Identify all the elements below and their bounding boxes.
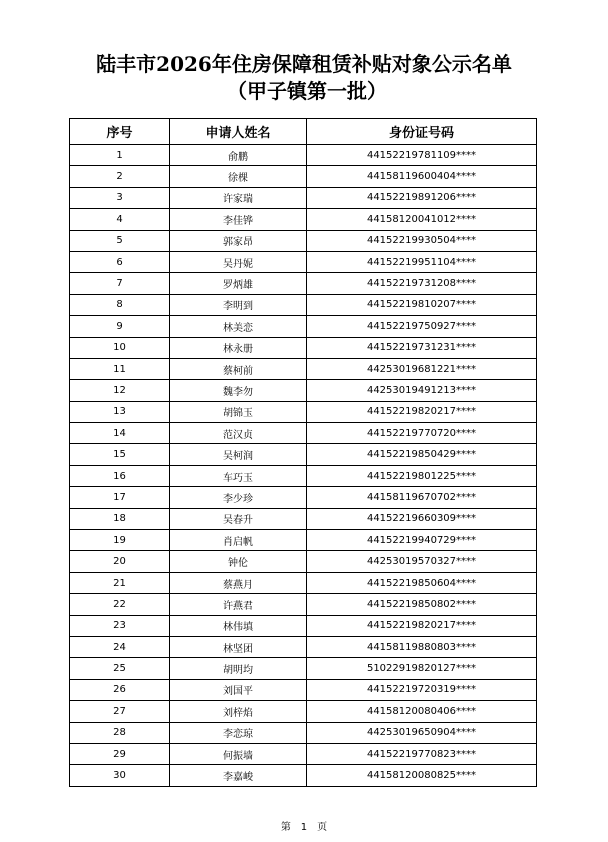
id-number-cell: 44152219801225**** [307, 465, 537, 486]
id-number-cell: 44158119670702**** [307, 487, 537, 508]
row-number-cell: 29 [70, 743, 170, 764]
page-number: 第 1 页 [280, 822, 328, 833]
row-number-cell: 9 [70, 316, 170, 337]
table-row [70, 166, 537, 187]
row-number-cell: 18 [70, 508, 170, 529]
row-number-cell: 24 [70, 636, 170, 657]
applicant-name-cell: 肖启帆 [170, 530, 307, 551]
table-row [70, 722, 537, 743]
row-number-cell: 7 [70, 273, 170, 294]
table-row [70, 251, 537, 272]
document-title [0, 50, 608, 104]
title-main: 陆丰市2026年住房保障租赁补贴对象公示名单 [96, 52, 512, 76]
column-header-id: 身份证号码 [307, 119, 537, 145]
applicant-name-cell: 李佳铧 [170, 209, 307, 230]
table-row [70, 316, 537, 337]
id-number-cell: 44152219850429**** [307, 444, 537, 465]
column-header-name: 申请人姓名 [170, 119, 307, 145]
applicant-name-cell: 刘国平 [170, 679, 307, 700]
table-header-row [70, 119, 537, 145]
id-number-cell: 44152219720319**** [307, 679, 537, 700]
recipient-table [69, 118, 537, 787]
applicant-name-cell: 吴柯润 [170, 444, 307, 465]
applicant-name-cell: 何振墙 [170, 743, 307, 764]
applicant-name-cell: 蔡燕月 [170, 572, 307, 593]
row-number-cell: 8 [70, 294, 170, 315]
applicant-name-cell: 徐棵 [170, 166, 307, 187]
table-row [70, 551, 537, 572]
row-number-cell: 28 [70, 722, 170, 743]
row-number-cell: 25 [70, 658, 170, 679]
id-number-cell: 44152219810207**** [307, 294, 537, 315]
applicant-name-cell: 罗炳雄 [170, 273, 307, 294]
id-number-cell: 44152219850604**** [307, 572, 537, 593]
applicant-name-cell: 李少珍 [170, 487, 307, 508]
applicant-name-cell: 林伟填 [170, 615, 307, 636]
row-number-cell: 5 [70, 230, 170, 251]
table-row [70, 615, 537, 636]
table-row [70, 679, 537, 700]
row-number-cell: 19 [70, 530, 170, 551]
id-number-cell: 44158120080825**** [307, 765, 537, 786]
row-number-cell: 3 [70, 187, 170, 208]
table-row [70, 743, 537, 764]
applicant-name-cell: 胡锦玉 [170, 401, 307, 422]
applicant-name-cell: 林永册 [170, 337, 307, 358]
table-row [70, 187, 537, 208]
table-row [70, 230, 537, 251]
table-row [70, 423, 537, 444]
applicant-name-cell: 魏李勿 [170, 380, 307, 401]
row-number-cell: 16 [70, 465, 170, 486]
row-number-cell: 27 [70, 701, 170, 722]
row-number-cell: 6 [70, 251, 170, 272]
applicant-name-cell: 范汉贞 [170, 423, 307, 444]
table-row [70, 273, 537, 294]
id-number-cell: 44152219940729**** [307, 530, 537, 551]
id-number-cell: 44152219820217**** [307, 401, 537, 422]
table-row [70, 487, 537, 508]
table-row [70, 358, 537, 379]
id-number-cell: 51022919820127**** [307, 658, 537, 679]
applicant-name-cell: 李嘉峻 [170, 765, 307, 786]
applicant-name-cell: 刘梓焰 [170, 701, 307, 722]
id-number-cell: 44152219750927**** [307, 316, 537, 337]
applicant-name-cell: 吴春升 [170, 508, 307, 529]
table-row [70, 294, 537, 315]
applicant-name-cell: 俞鹏 [170, 145, 307, 166]
id-number-cell: 44158119880803**** [307, 636, 537, 657]
id-number-cell: 44152219731231**** [307, 337, 537, 358]
applicant-name-cell: 林美恋 [170, 316, 307, 337]
applicant-name-cell: 李恋琼 [170, 722, 307, 743]
table-row [70, 765, 537, 786]
row-number-cell: 1 [70, 145, 170, 166]
row-number-cell: 10 [70, 337, 170, 358]
row-number-cell: 11 [70, 358, 170, 379]
id-number-cell: 44152219891206**** [307, 187, 537, 208]
table-row [70, 508, 537, 529]
table-row [70, 337, 537, 358]
row-number-cell: 26 [70, 679, 170, 700]
id-number-cell: 44152219731208**** [307, 273, 537, 294]
id-number-cell: 44152219660309**** [307, 508, 537, 529]
id-number-cell: 44152219770823**** [307, 743, 537, 764]
table-row [70, 658, 537, 679]
table-row [70, 465, 537, 486]
id-number-cell: 44152219781109**** [307, 145, 537, 166]
title-subtitle: （甲子镇第一批） [227, 79, 387, 103]
applicant-name-cell: 吴丹妮 [170, 251, 307, 272]
table-row [70, 401, 537, 422]
table-body [70, 145, 537, 787]
row-number-cell: 22 [70, 594, 170, 615]
applicant-name-cell: 郭家昂 [170, 230, 307, 251]
id-number-cell: 44253019681221**** [307, 358, 537, 379]
applicant-name-cell: 林坚团 [170, 636, 307, 657]
row-number-cell: 4 [70, 209, 170, 230]
row-number-cell: 12 [70, 380, 170, 401]
id-number-cell: 44152219770720**** [307, 423, 537, 444]
applicant-name-cell: 钟伦 [170, 551, 307, 572]
row-number-cell: 17 [70, 487, 170, 508]
id-number-cell: 44152219850802**** [307, 594, 537, 615]
row-number-cell: 14 [70, 423, 170, 444]
id-number-cell: 44253019491213**** [307, 380, 537, 401]
id-number-cell: 44152219951104**** [307, 251, 537, 272]
table-row [70, 530, 537, 551]
table-row [70, 572, 537, 593]
id-number-cell: 44152219930504**** [307, 230, 537, 251]
row-number-cell: 15 [70, 444, 170, 465]
applicant-name-cell: 许燕君 [170, 594, 307, 615]
applicant-name-cell: 车巧玉 [170, 465, 307, 486]
table-row [70, 444, 537, 465]
row-number-cell: 2 [70, 166, 170, 187]
column-header-no: 序号 [70, 119, 170, 145]
id-number-cell: 44158120041012**** [307, 209, 537, 230]
table-row [70, 209, 537, 230]
applicant-name-cell: 蔡柯前 [170, 358, 307, 379]
row-number-cell: 20 [70, 551, 170, 572]
table-row [70, 380, 537, 401]
table-row [70, 701, 537, 722]
table-row [70, 145, 537, 166]
row-number-cell: 23 [70, 615, 170, 636]
id-number-cell: 44158119600404**** [307, 166, 537, 187]
id-number-cell: 44253019570327**** [307, 551, 537, 572]
applicant-name-cell: 李明到 [170, 294, 307, 315]
row-number-cell: 30 [70, 765, 170, 786]
row-number-cell: 21 [70, 572, 170, 593]
applicant-name-cell: 胡明均 [170, 658, 307, 679]
id-number-cell: 44152219820217**** [307, 615, 537, 636]
applicant-name-cell: 许家瑞 [170, 187, 307, 208]
table-row [70, 636, 537, 657]
table-row [70, 594, 537, 615]
id-number-cell: 44253019650904**** [307, 722, 537, 743]
row-number-cell: 13 [70, 401, 170, 422]
id-number-cell: 44158120080406**** [307, 701, 537, 722]
